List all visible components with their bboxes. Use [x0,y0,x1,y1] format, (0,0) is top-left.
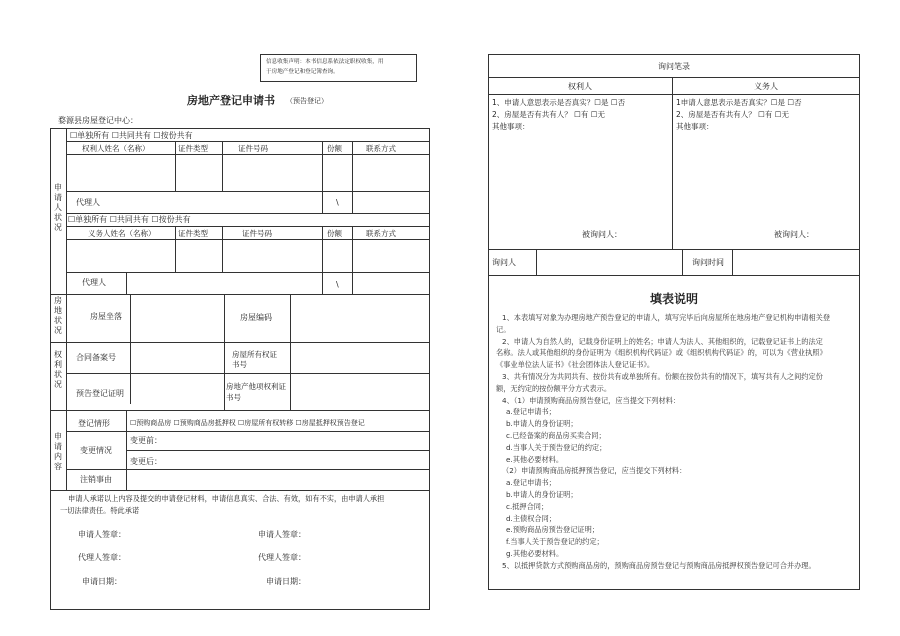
right-holder-q3: 其他事项： [492,122,530,131]
asked-person-label-2: 被询问人： [774,230,814,239]
property-number-label: 房屋编码 [240,313,272,322]
apply-date-label-1: 申请日期： [82,577,122,586]
applicant-signature-label: 申请人签章： [78,530,126,539]
inquiry-title: 询问笔录 [658,62,690,71]
side-label-content: 申请内容 [54,432,62,471]
right-holder-q1[interactable]: 1、申请人意思表示是否真实？☐是 ☐否 [492,98,626,107]
instruction-line: 记。 [496,324,511,334]
instructions-title: 填表说明 [649,292,698,306]
right-holder-header-cert-type: 证件类型 [178,144,208,153]
obligor-header-contact: 联系方式 [366,229,396,238]
obligor-header-name: 义务人姓名（名称） [88,229,156,238]
property-location-label: 房屋坐落 [90,312,122,321]
instruction-line: b.申请人的身份证明； [506,490,578,499]
instruction-line: 4、（1）申请预购商品房预告登记，应当提交下列材料： [502,395,681,405]
instruction-line: 额，无约定的按份额平分方式表示。 [496,383,612,393]
right-holder-header-name: 权利人姓名（名称） [82,144,150,153]
obligor-agent-label: 代理人 [82,278,106,287]
change-label: 变更情况 [80,446,112,455]
side-label-applicant: 申请人状况 [54,183,62,232]
instruction-line: c.抵押合同； [506,501,549,511]
side-label-rights: 权利状况 [54,350,62,389]
inquirer-label: 询问人 [492,258,516,267]
reg-type-options[interactable]: ☐预购商品房 ☐预购商品房抵押权 ☐房屋所有权转移 ☐房屋抵押权预告登记 [130,419,365,427]
right-holder-ownership-options[interactable]: ☐单独所有 ☐共同共有 ☐按份共有 [70,131,193,140]
col-right-holder: 权利人 [568,82,592,91]
instruction-line: 2、申请人为自然人的，记载身份证明上的姓名；申请人为法人、其他组织的，记载登记证书上的法定 [502,336,823,346]
instruction-line: f.当事人关于预告登记的约定； [506,537,604,547]
obligor-q3: 其他事项： [676,122,714,131]
obligor-q2[interactable]: 2、房屋是否有共有人？ ☐有 ☐无 [676,110,789,119]
right-page [450,0,900,636]
right-holder-agent-backslash: \ [336,198,339,207]
instruction-line: c.已经备案的商品房买卖合同； [506,431,606,440]
instruction-line: 名称。法人或其他组织的身份证明为《组织机构代码证》或《组织机构代码证》的，可以为《营业执照》 [496,348,827,358]
agent-signature-label-1: 代理人签章： [78,553,126,562]
instruction-line: a.登记申请书； [506,478,556,488]
form-title: 房地产登记申请书 [187,94,275,107]
obligor-ownership-options[interactable]: ☐单独所有 ☐共同共有 ☐按份共有 [68,215,191,224]
agent-signature-label-2: 代理人签章： [258,553,306,562]
notice-line-1: 信息收集声明：本书信息系依法定职权收集，用 [266,59,384,65]
instruction-line: 《事业单位法人证书》《社会团体法人登记证书》。 [496,360,655,370]
instruction-line: 5、以抵押贷款方式预购商品房的，预购商品房预告登记与预购商品房抵押权预告登记可合并办理。 [502,560,816,570]
obligor-agent-backslash: \ [336,280,339,289]
notice-line-2: 于房地产登记和登记簿查询。 [266,69,339,75]
instruction-line: 3、共有情况分为共同共有、按份共有或单独所有。份额在按份共有的情况下，填写共有人之间约定份 [502,372,823,381]
right-holder-header-cert-no: 证件号码 [238,144,268,153]
right-holder-header-contact: 联系方式 [366,144,396,153]
instruction-line: g.其他必要材料。 [506,549,564,558]
obligor-header-cert-no: 证件号码 [242,229,272,238]
instruction-line: d.当事人关于预告登记的约定； [506,442,607,452]
instruction-line: e.其他必要材料。 [506,454,564,464]
registry-line: 婺源县房屋登记中心： [58,116,138,125]
right-holder-agent-label: 代理人 [76,198,100,207]
instruction-line: b.申请人的身份证明； [506,419,578,429]
change-before-label: 变更前： [130,436,162,445]
right-holder-q2[interactable]: 2、房屋是否有共有人？ ☐有 ☐无 [492,110,605,119]
reason-label: 注销事由 [80,475,112,484]
prenotice-cert-label: 预告登记证明 [76,389,124,398]
declaration-line-2: 一切法律责任。特此承诺 [60,506,140,515]
obligor-q1[interactable]: 1申请人意思表示是否真实？☐是 ☐否 [676,98,802,107]
reg-type-label: 登记情形 [78,419,110,428]
asked-person-label-1: 被询问人： [582,230,622,239]
apply-date-label-2: 申请日期： [266,577,306,586]
right-holder-header-share: 份额 [327,144,342,153]
form-subtitle: （预告登记） [286,97,328,105]
inquiry-time-label: 询问时间 [692,258,724,267]
declaration-line-1: 申请人承诺以上内容及提交的申请登记材料，申请信息真实、合法、有效，如有不实，由申请人承担 [68,494,385,503]
instruction-line: 1、本表填写对象为办理房地产预告登记的申请人，填写完毕后向房屋所在地房地产登记机构申请相关登 [502,313,831,322]
instruction-line: a.登记申请书； [506,407,556,417]
obligor-signature-label: 申请人签章： [258,530,306,539]
contract-no-label: 合同备案号 [76,353,116,362]
instruction-line: d.主债权合同； [506,513,556,523]
change-after-label: 变更后： [130,457,162,466]
owner-cert-label: 房屋所有权证书号 [232,350,277,369]
col-obligor: 义务人 [754,82,778,91]
property-cert-label: 房地产他项权利证书号 [226,382,286,402]
instruction-line: （2）申请预购商品房抵押预告登记，应当提交下列材料： [502,466,687,476]
obligor-header-share: 份额 [327,229,342,238]
side-label-property: 房地状况 [54,296,62,335]
obligor-header-cert-type: 证件类型 [178,229,208,238]
instruction-line: e.预购商品房预告登记证明； [506,525,599,535]
